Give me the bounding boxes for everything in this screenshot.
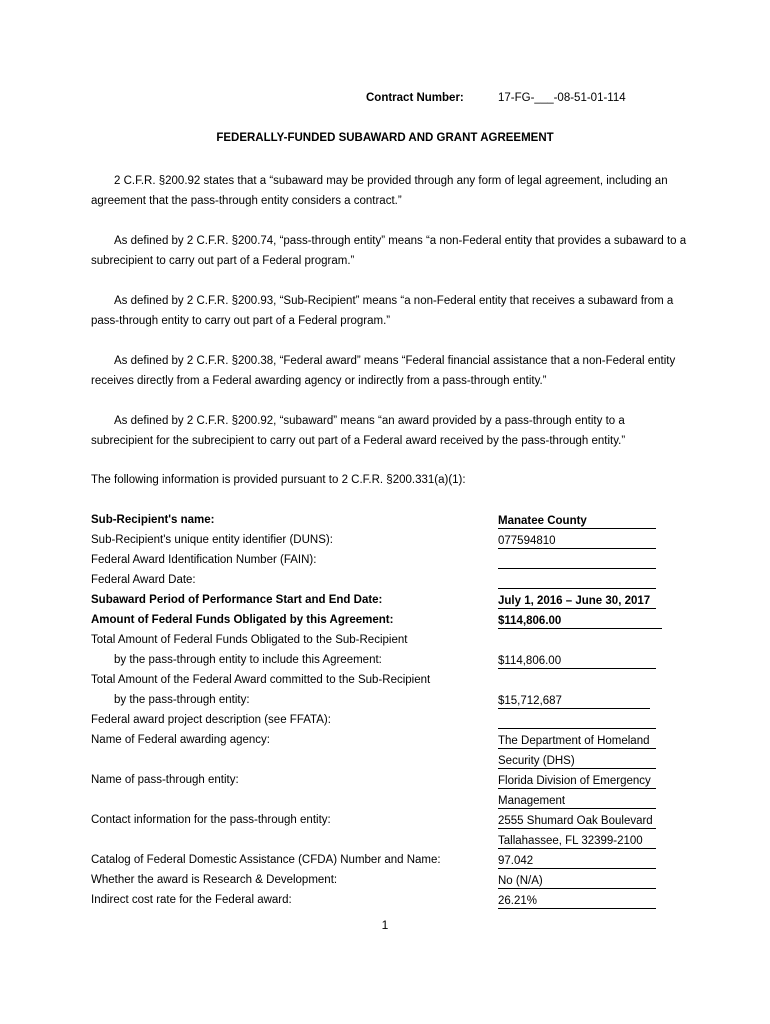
field-value: 077594810 [498,534,656,549]
contract-number-label: Contract Number: [366,92,464,104]
field-row-cfda [91,854,671,874]
field-row-project-description [91,714,671,734]
field-value: $114,806.00 [498,614,662,629]
field-value: Tallahassee, FL 32399-2100 [498,834,656,849]
paragraph-subaward-definition [91,171,691,211]
field-value: $15,712,687 [498,694,650,709]
field-row-total-obligated [91,654,671,674]
field-label: Total Amount of the Federal Award committed to the Sub-Recipient [91,674,431,686]
paragraph-line: 2 C.F.R. §200.92 states that a “subaward may be provided through any form of legal agreement, including an [114,175,668,187]
field-row-total-committed-heading [91,674,671,694]
field-value: Management [498,794,656,809]
field-label: Sub-Recipient's name: [91,514,215,526]
field-row-pass-through-entity [91,774,671,794]
paragraph-line: agreement that the pass-through entity considers a contract.” [91,195,402,207]
field-row-contact-info-cont [91,834,671,854]
field-value: The Department of Homeland [498,734,656,749]
field-value [498,574,656,589]
paragraph-line: As defined by 2 C.F.R. §200.92, “subaward” means “an award provided by a pass-through entity to a [114,415,625,427]
field-label: Name of pass-through entity: [91,774,239,786]
field-value: 2555 Shumard Oak Boulevard [498,814,656,829]
field-row-pass-through-entity-cont [91,794,671,814]
field-label: by the pass-through entity to include this Agreement: [114,654,382,666]
field-label: Subaward Period of Performance Start and End Date: [91,594,383,606]
field-label: Federal Award Date: [91,574,196,586]
information-intro: The following information is provided pursuant to 2 C.F.R. §200.331(a)(1): [91,474,466,486]
field-value [498,554,656,569]
field-label: Indirect cost rate for the Federal award: [91,894,292,906]
field-label: by the pass-through entity: [114,694,250,706]
field-row-total-obligated-heading [91,634,671,654]
field-label: Contact information for the pass-through entity: [91,814,331,826]
field-value: 97.042 [498,854,656,869]
field-row-indirect-cost-rate [91,894,671,914]
paragraph-federal-award [91,351,691,391]
field-label: Sub-Recipient's unique entity identifier (DUNS): [91,534,333,546]
paragraph-line: As defined by 2 C.F.R. §200.74, “pass-through entity” means “a non-Federal entity that provides a subaward to a [114,235,687,247]
paragraph-line: As defined by 2 C.F.R. §200.38, “Federal award” means “Federal financial assistance that a non-Federal entity [114,355,676,367]
field-row-awarding-agency-cont [91,754,671,774]
field-value: $114,806.00 [498,654,656,669]
field-value [498,714,656,729]
field-value: July 1, 2016 – June 30, 2017 [498,594,656,609]
field-label: Whether the award is Research & Development: [91,874,338,886]
field-value: Florida Division of Emergency [498,774,656,789]
paragraph-line: pass-through entity to carry out part of a Federal program.” [91,315,391,327]
field-value: 26.21% [498,894,656,909]
field-value: Manatee County [498,514,656,529]
page-number: 1 [381,918,389,932]
field-label: Federal Award Identification Number (FAIN): [91,554,317,566]
field-label: Name of Federal awarding agency: [91,734,270,746]
paragraph-line: As defined by 2 C.F.R. §200.93, “Sub-Recipient” means “a non-Federal entity that receives a subaward from a [114,295,674,307]
field-row-fain [91,554,671,574]
paragraph-subaward [91,411,691,451]
paragraph-line: receives directly from a Federal awarding agency or indirectly from a pass-through entity.” [91,375,547,387]
field-label: Catalog of Federal Domestic Assistance (CFDA) Number and Name: [91,854,441,866]
paragraph-line: subrecipient to carry out part of a Federal program.” [91,255,355,267]
contract-number-value: 17-FG-___-08-51-01-114 [498,92,626,104]
field-value: No (N/A) [498,874,656,889]
field-row-duns [91,534,671,554]
field-value: Security (DHS) [498,754,656,769]
field-label: Amount of Federal Funds Obligated by this Agreement: [91,614,394,626]
paragraph-sub-recipient [91,291,691,331]
field-row-total-committed [91,694,671,714]
field-label: Total Amount of Federal Funds Obligated to the Sub-Recipient [91,634,408,646]
field-row-performance-period [91,594,671,614]
field-row-obligated-amount [91,614,671,634]
field-row-award-date [91,574,671,594]
field-label: Federal award project description (see FFATA): [91,714,331,726]
paragraph-line: subrecipient for the subrecipient to carry out part of a Federal award received by the pass-through entity.” [91,435,626,447]
field-row-awarding-agency [91,734,671,754]
paragraph-pass-through-entity [91,231,691,271]
document-title: FEDERALLY-FUNDED SUBAWARD AND GRANT AGREEMENT [216,132,554,144]
field-row-research-development [91,874,671,894]
field-row-contact-info [91,814,671,834]
field-row-sub-recipient-name [91,514,671,534]
